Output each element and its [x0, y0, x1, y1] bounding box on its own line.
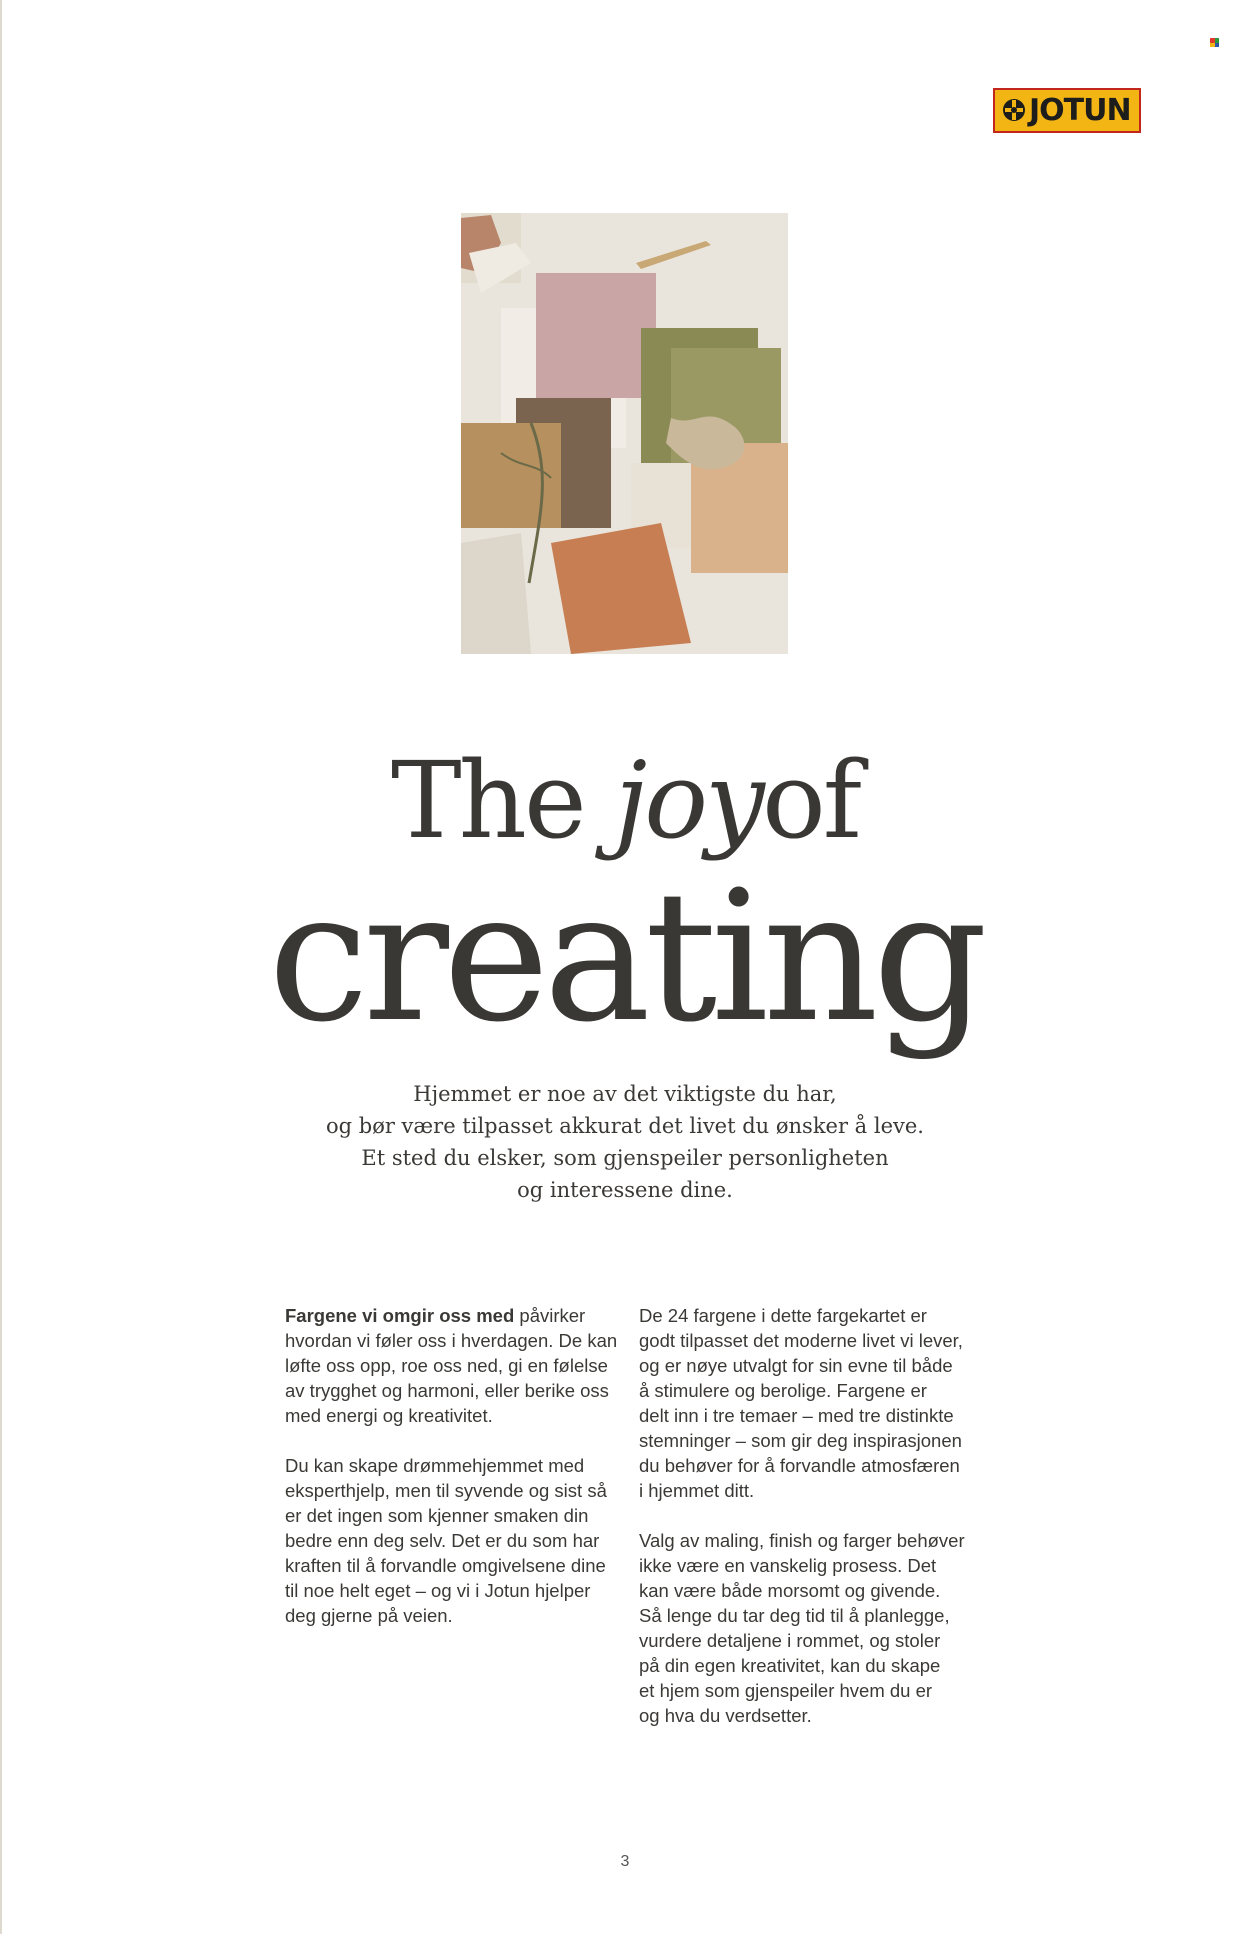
body-line: løfte oss opp, roe oss ned, gi en følelse [285, 1355, 608, 1376]
jotun-logo [993, 88, 1141, 133]
page-number: 3 [620, 1853, 630, 1870]
body-line: på din egen kreativitet, kan du skape [639, 1655, 941, 1676]
body-line: et hjem som gjenspeiler hvem du er [639, 1680, 933, 1701]
body-line: delt inn i tre temaer – med tre distinkte [639, 1405, 954, 1426]
body-line: Så lenge du tar deg tid til å planlegge, [639, 1605, 950, 1626]
lead-text: Fargene vi omgir oss med [285, 1305, 515, 1326]
title-word-joy: joy [614, 739, 762, 862]
body-line: vurdere detaljene i rommet, og stoler [639, 1630, 941, 1651]
body-line: Valg av maling, finish og farger behøver [639, 1530, 965, 1551]
body-line: du behøver for å forvandle atmosfæren [639, 1455, 960, 1476]
paint-swatches-photo [461, 213, 788, 654]
body-line: påvirker [514, 1305, 586, 1326]
body-line: De 24 fargene i dette fargekartet er [639, 1305, 927, 1326]
body-line: er det ingen som kjenner smaken din [285, 1505, 589, 1526]
page-title-line1 [0, 736, 1250, 866]
body-line: og er nøye utvalgt for sin evne til både [639, 1355, 953, 1376]
body-line: eksperthjelp, men til syvende og sist så [285, 1480, 607, 1501]
body-column-left [285, 1278, 625, 1653]
intro-line: og bør være tilpasset akkurat det livet du ønsker å leve. [326, 1114, 924, 1138]
body-line: i hjemmet ditt. [639, 1480, 755, 1501]
body-line: kan være både morsomt og givende. [639, 1580, 941, 1601]
body-line: stemninger – som gir deg inspirasjonen [639, 1430, 962, 1451]
hero-image [461, 213, 788, 654]
jotun-emblem-icon [1001, 96, 1027, 126]
intro-line: Hjemmet er noe av det viktigste du har, [413, 1082, 837, 1106]
body-line: deg gjerne på veien. [285, 1605, 453, 1626]
title-word-of: of [761, 739, 860, 862]
intro-line: og interessene dine. [517, 1178, 733, 1202]
body-line: kraften til å forvandle omgivelsene dine [285, 1555, 606, 1576]
body-column-right [639, 1278, 979, 1753]
page-title-line2: creating [268, 853, 982, 1062]
body-line: med energi og kreativitet. [285, 1405, 493, 1426]
body-line: hvordan vi føler oss i hverdagen. De kan [285, 1330, 618, 1351]
body-line: godt tilpasset det moderne livet vi lever, [639, 1330, 963, 1351]
color-mark-icon [1210, 38, 1219, 47]
body-line: av trygghet og harmoni, eller berike oss [285, 1380, 609, 1401]
body-line: til noe helt eget – og vi i Jotun hjelper [285, 1580, 591, 1601]
intro-paragraph [0, 1078, 1250, 1206]
intro-line: Et sted du elsker, som gjenspeiler personligheten [361, 1146, 889, 1170]
body-line: bedre enn deg selv. Det er du som har [285, 1530, 600, 1551]
body-line: og hva du verdsetter. [639, 1705, 812, 1726]
body-line: å stimulere og berolige. Fargene er [639, 1380, 927, 1401]
title-word-the: The [390, 739, 584, 862]
body-line: Du kan skape drømmehjemmet med [285, 1455, 585, 1476]
logo-wordmark: JOTUN [1029, 93, 1131, 128]
body-line: ikke være en vanskelig prosess. Det [639, 1555, 937, 1576]
